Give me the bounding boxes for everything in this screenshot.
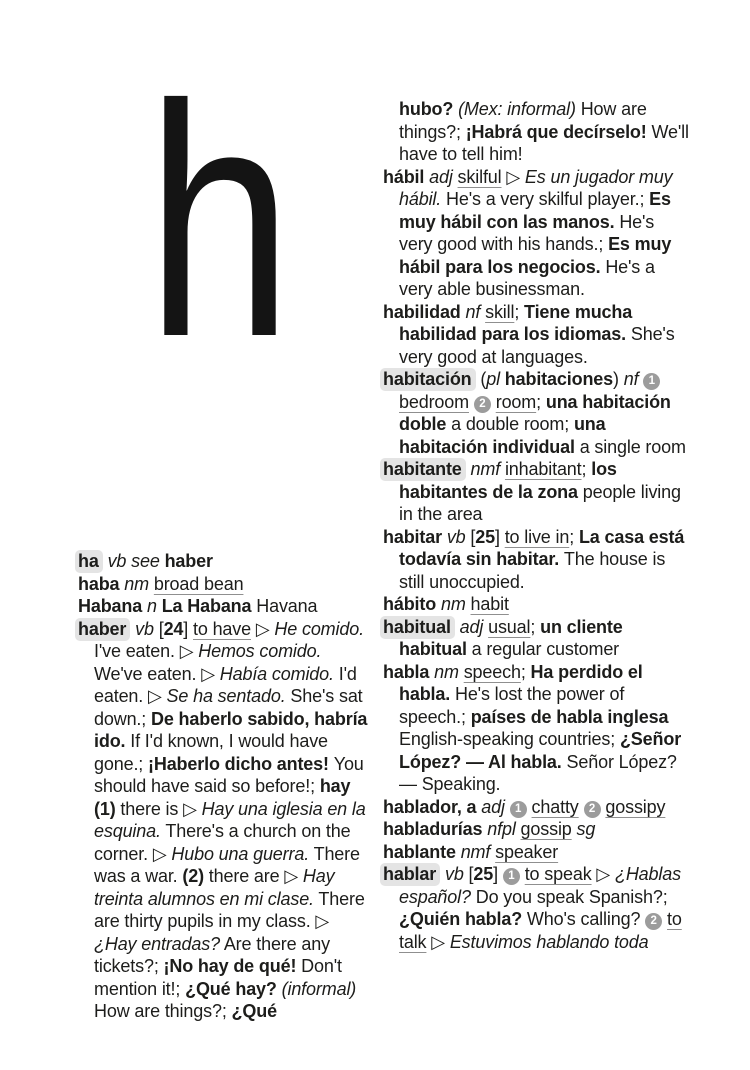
text-run: vb [446, 526, 471, 547]
dictionary-entry [383, 818, 691, 841]
text-run: ▷ [591, 864, 615, 884]
text-run: ¿Hay entradas? [94, 933, 220, 954]
text-run: room [495, 391, 537, 412]
text-run: ( [475, 369, 487, 389]
text-run: De haberlo sabido, habría ido. [94, 708, 368, 751]
text-run: La Habana [161, 596, 257, 616]
text-run: Es un jugador muy hábil. [399, 166, 673, 209]
text-run: Havana [256, 596, 318, 616]
text-run: Are there any tickets?; [94, 933, 330, 976]
sense-number-badge: 1 [643, 373, 660, 390]
headword: habladurías [383, 819, 483, 839]
text-run: inhabitant [504, 459, 582, 479]
dictionary-entry [383, 863, 691, 953]
text-run: haber [164, 551, 213, 571]
text-run: 25 [473, 864, 494, 884]
dictionary-entry [383, 458, 691, 526]
text-run: Do you speak Spanish?; [470, 886, 668, 907]
text-run: nm [124, 573, 154, 594]
headword: habitar [383, 526, 442, 547]
text-run: There was a war. [94, 843, 360, 886]
text-run: She's sat down.; [94, 686, 363, 729]
text-run: nmf [470, 459, 505, 479]
text-run: habit [470, 594, 509, 614]
headword: habitante [380, 458, 466, 481]
text-run: nf [623, 369, 639, 389]
text-run: Who's calling? [526, 909, 646, 929]
text-run: He's a very skilful player.; [441, 189, 650, 209]
text-run: nfpl [487, 819, 521, 839]
headword: Habana [78, 596, 143, 616]
text-run: He's lost the power of speech.; [399, 684, 625, 727]
text-run: ¿Hablas español? [399, 864, 681, 907]
text-run: skill [485, 301, 515, 322]
sense-number-badge: 2 [474, 396, 491, 413]
text-run: nmf [460, 841, 496, 862]
text-run: ; [520, 661, 531, 682]
text-run: n [146, 596, 162, 616]
text-run: We'll have to tell him! [399, 121, 689, 164]
text-run: Se ha sentado. [166, 686, 286, 706]
right-column [383, 98, 691, 953]
dictionary-entry [383, 526, 691, 594]
text-run: bedroom [399, 391, 469, 412]
text-run: vb [444, 864, 469, 884]
text-run: there is ▷ [120, 798, 202, 819]
text-run: You should have said so before!; [94, 753, 364, 796]
sense-number-badge: 1 [510, 801, 527, 818]
text-run: adj [429, 166, 458, 187]
headword: ha [75, 550, 103, 573]
text-run: (informal) [281, 978, 357, 999]
headword: habilidad [383, 301, 461, 322]
dictionary-entry [383, 98, 691, 166]
headword: habitación [380, 368, 476, 391]
text-run: hubo? [399, 99, 459, 119]
dictionary-entry [78, 573, 370, 596]
text-run: The house is still unoccupied. [399, 549, 666, 592]
text-run: to talk [399, 909, 682, 952]
text-run: Hemos comido. [198, 641, 322, 661]
text-run: there are ▷ [208, 866, 303, 886]
text-run: ) [613, 369, 624, 389]
headword: hábil [383, 166, 425, 187]
dictionary-entry [383, 301, 691, 369]
text-run: Estuvimos hablando toda [449, 931, 649, 952]
dictionary-entry [383, 841, 691, 864]
text-run: I've eaten. ▷ [94, 641, 199, 661]
text-run: ; [569, 526, 579, 547]
headword: haber [75, 618, 130, 641]
dictionary-entry [78, 595, 370, 618]
text-run: to speak [524, 864, 592, 884]
headword: haba [78, 573, 120, 594]
text-run: vb see [107, 551, 165, 571]
text-run: ¿Quién habla? [399, 909, 527, 929]
text-run: 25 [475, 526, 495, 547]
text-run: speaker [495, 841, 559, 862]
text-run: La casa está todavía sin habitar. [399, 526, 685, 569]
text-run: gossip [520, 819, 572, 839]
dictionary-entry [383, 661, 691, 796]
text-run: hay (1) [94, 776, 351, 819]
text-run: Tiene mucha habilidad para los idiomas. [399, 301, 633, 344]
text-run [579, 797, 584, 817]
sense-number-badge: 2 [645, 913, 662, 930]
text-run: ¡No hay de qué! [163, 956, 302, 976]
text-run: There are thirty pupils in my class. ▷ [94, 888, 365, 931]
text-run: adj [459, 616, 489, 637]
headword: hábito [383, 594, 437, 614]
text-run: speech [463, 661, 521, 682]
text-run: [ [158, 618, 164, 639]
dictionary-entry [383, 368, 691, 458]
text-run: una habitación individual [399, 414, 606, 457]
text-run: He's a very able businessman. [399, 256, 655, 299]
text-run: adj [481, 796, 510, 817]
text-run: ; [530, 616, 541, 637]
text-run: los habitantes de la zona [399, 459, 617, 502]
headword: hablador, a [383, 796, 477, 817]
dictionary-entry [78, 550, 370, 573]
text-run: people living in the area [399, 481, 681, 524]
text-run: ; [514, 301, 525, 322]
text-run: skilful [457, 166, 502, 187]
dictionary-entry [383, 616, 691, 661]
text-run: ] [494, 526, 505, 547]
text-run: How are things?; [399, 99, 647, 142]
text-run: vb [135, 618, 159, 639]
text-run: Ha perdido el habla. [399, 661, 643, 704]
headword: hablante [383, 841, 456, 862]
text-run: 24 [163, 618, 184, 639]
text-run: ¿Qué hay? [185, 978, 282, 999]
text-run: ¡Habrá que decírselo! [465, 121, 652, 142]
text-run: We've eaten. ▷ [94, 663, 220, 684]
text-run: to live in [504, 526, 570, 547]
text-run: ¡Haberlo dicho antes! [148, 753, 334, 774]
text-run: ; [581, 459, 592, 479]
text-run: ] [183, 618, 193, 639]
text-run: sg [576, 819, 596, 839]
text-run: If I'd known, I would have gone.; [94, 731, 328, 774]
headword: hablar [380, 863, 440, 886]
text-run: ▷ [501, 166, 525, 187]
text-run: Hubo una guerra. [171, 843, 310, 864]
headword: habitual [380, 616, 455, 639]
dictionary-entry [383, 593, 691, 616]
text-run: chatty [531, 796, 579, 817]
text-run: Es muy hábil con las manos. [399, 189, 671, 232]
text-run: gossipy [605, 796, 666, 817]
text-run: He's very good with his hands.; [399, 211, 655, 254]
text-run: English-speaking countries; [399, 729, 620, 749]
text-run: ; [536, 391, 546, 412]
sense-number-badge: 1 [503, 868, 520, 885]
dictionary-entry [383, 796, 691, 819]
text-run: usual [488, 616, 531, 637]
dictionary-entry [383, 166, 691, 301]
text-run: (2) [182, 866, 209, 886]
sense-number-badge: 2 [584, 801, 601, 818]
text-run: nm [434, 661, 464, 682]
text-run: He comido. [274, 618, 364, 639]
text-run: broad bean [153, 573, 244, 594]
text-run: habitaciones [504, 369, 614, 389]
text-run: She's very good at languages. [399, 324, 675, 367]
text-run: There's a church on the corner. ▷ [94, 821, 351, 864]
text-run: una habitación doble [399, 391, 671, 434]
text-run: a single room [579, 436, 686, 457]
text-run: Es muy hábil para los negocios. [399, 234, 672, 277]
text-run: pl [486, 369, 505, 389]
text-run: to have [193, 618, 251, 639]
text-run: ¿Señor López? — Al habla. [399, 729, 682, 772]
headword: habla [383, 661, 430, 682]
text-run: ¿Qué [231, 1001, 277, 1021]
left-column [78, 550, 370, 1023]
text-run: (Mex: informal) [458, 99, 581, 119]
dictionary-entry [78, 618, 370, 1023]
text-run: I'd eaten. ▷ [94, 663, 357, 706]
text-run: ▷ [251, 618, 275, 639]
text-run: Señor López? — Speaking. [399, 751, 677, 794]
text-run: [ [470, 526, 476, 547]
text-run: Don't mention it!; [94, 956, 342, 999]
text-run: ▷ [426, 931, 450, 952]
text-run: Hay una iglesia en la esquina. [94, 798, 366, 841]
text-run: [ [468, 864, 474, 884]
section-letter: h [146, 36, 293, 405]
text-run: Hay treinta alumnos en mi clase. [94, 866, 335, 909]
text-run: nf [465, 301, 486, 322]
text-run: un cliente habitual [399, 616, 623, 659]
text-run: nm [440, 594, 471, 614]
text-run: a double room; [451, 414, 574, 434]
text-run [469, 392, 474, 412]
text-run: ] [493, 864, 503, 884]
text-run: a regular customer [471, 639, 620, 659]
text-run: How are things?; [94, 1001, 232, 1021]
text-run: países de habla inglesa [470, 706, 669, 727]
text-run: Había comido. [219, 663, 334, 684]
